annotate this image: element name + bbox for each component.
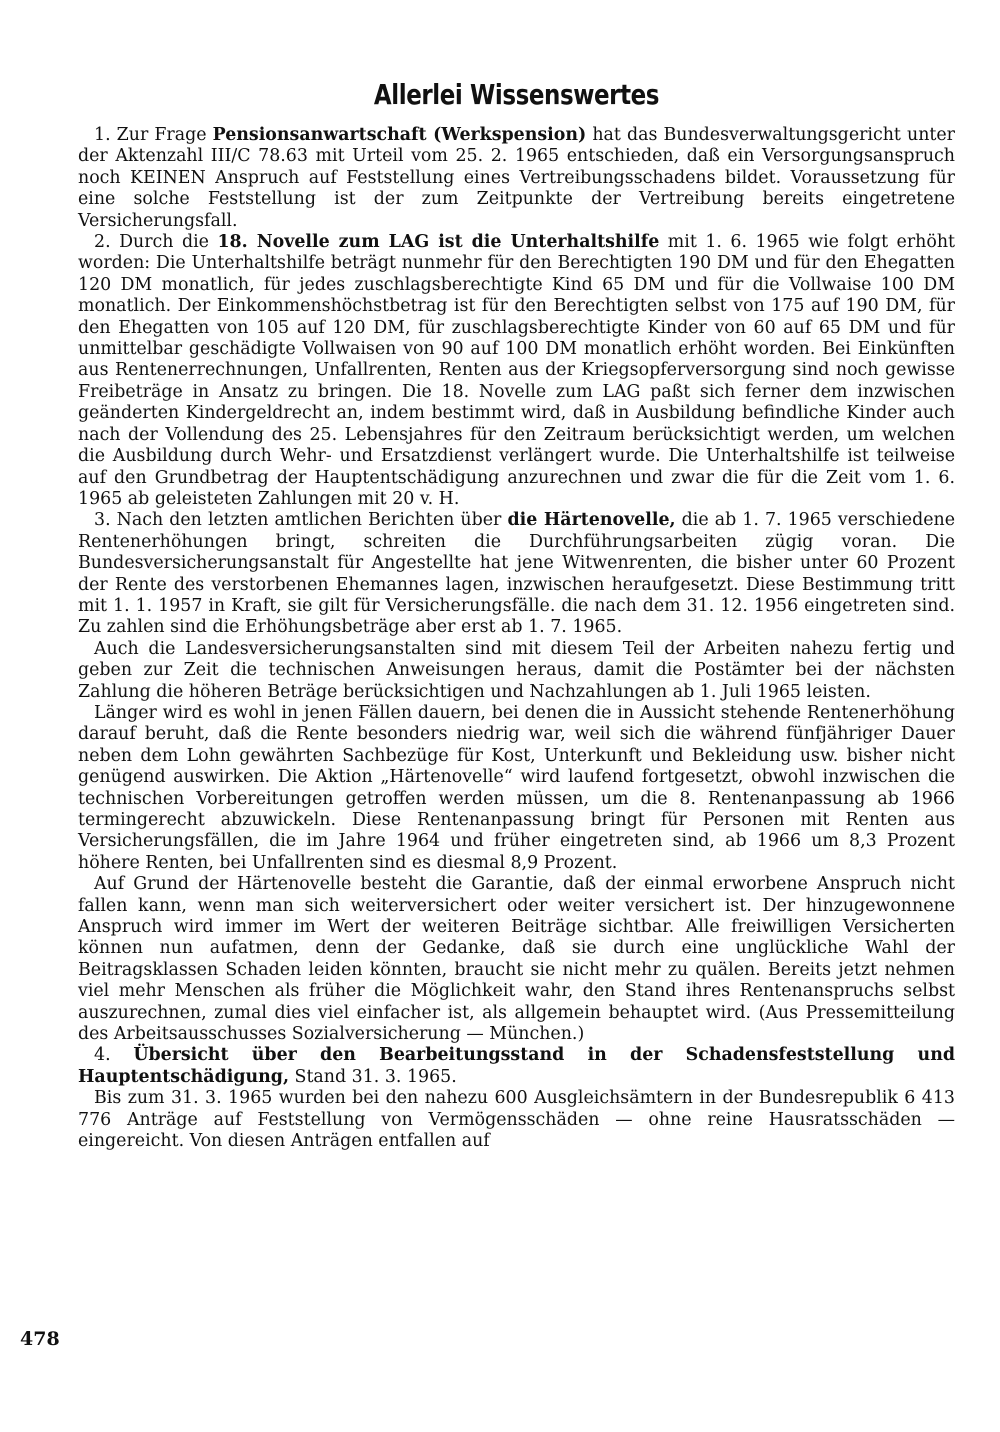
page-number: 478	[20, 1328, 60, 1350]
paragraph-6: Auf Grund der Härtenovelle besteht die Garantie, daß der einmal erworbene Anspruch nicht fallen kann, wenn man sich weiterversichert oder weiter versichert ist. Der hinzugewonnene Anspruch wird immer im Wert der weiteren Beiträge sichtbar. Alle freiwilligen Versicherten können nun aufatmen, denn der Gedanke, daß sie durch eine unglückliche Wahl der Beitragsklassen Schaden leiden könnten, braucht sie nicht mehr zu quälen. Bereits jetzt nehmen viel mehr Menschen als früher die Möglichkeit wahr, den Stand ihres Rentenanspruchs selbst auszurechnen, zumal dies viel einfacher ist, als allgemein behauptet wird. (Aus Pressemitteilung des Arbeitsausschusses Sozialversicherung — München.)	[78, 874, 955, 1045]
paragraph-7: 4. Übersicht über den Bearbeitungsstand in der Schadensfeststellung und Hauptentschädigung, Stand 31. 3. 1965.	[78, 1045, 955, 1087]
paragraph-3: 3. Nach den letzten amtlichen Berichten über die Härtenovelle, die ab 1. 7. 1965 verschiedene Rentenerhöhungen bringt, schreiten die Durchführungsarbeiten zügig voran. Die Bundesversicherungsanstalt für Angestellte hat jene Witwenrenten, die bisher unter 60 Prozent der Rente des verstorbenen Ehemannes lagen, inzwischen heraufgesetzt. Diese Bestimmung tritt mit 1. 1. 1957 in Kraft, sie gilt für Versicherungsfälle. die nach dem 31. 12. 1956 eingetreten sind. Zu zahlen sind die Erhöhungsbeträge aber erst ab 1. 7. 1965.	[78, 510, 955, 638]
paragraph-5: Länger wird es wohl in jenen Fällen dauern, bei denen die in Aussicht stehende Rentenerhöhung darauf beruht, daß die Rente besonders niedrig war, weil sich die während fünfjähriger Dauer neben dem Lohn gewährten Sachbezüge für Kost, Unterkunft und Bekleidung usw. bisher nicht genügend auswirken. Die Aktion „Härtenovelle“ wird laufend fortgesetzt, obwohl inzwischen die technischen Vorbereitungen getroffen werden müssen, um die 8. Rentenanpassung ab 1966 termingerecht abzuwickeln. Diese Rentenanpassung bringt für Personen mit Renten aus Versicherungsfällen, die im Jahre 1964 und früher eingetreten sind, ab 1966 um 8,3 Prozent höhere Renten, bei Unfallrenten sind es diesmal 8,9 Prozent.	[78, 702, 955, 873]
page	[78, 78, 955, 1153]
paragraph-4: Auch die Landesversicherungsanstalten sind mit diesem Teil der Arbeiten nahezu fertig und geben zur Zeit die technischen Anweisungen heraus, damit die Postämter bei der nächsten Zahlung die höheren Beträge berücksichtigen und Nachzahlungen ab 1. Juli 1965 leisten.	[78, 638, 955, 702]
page-title: Allerlei Wissenswertes	[373, 78, 660, 111]
paragraph-1: 1. Zur Frage Pensionsanwartschaft (Werkspension) hat das Bundesverwaltungsgericht unter der Aktenzahl III/C 78.63 mit Urteil vom 25. 2. 1965 entschieden, daß ein Versorgungsanspruch noch KEINEN Anspruch auf Feststellung eines Vertreibungsschadens bildet. Voraussetzung für eine solche Feststellung ist der zum Zeitpunkte der Vertreibung bereits eingetretene Versicherungsfall.	[78, 125, 955, 231]
paragraph-2: 2. Durch die 18. Novelle zum LAG ist die Unterhaltshilfe mit 1. 6. 1965 wie folgt erhöht worden: Die Unterhaltshilfe beträgt nunmehr für den Berechtigten 190 DM und für den Ehegatten 120 DM monatlich, für jedes zuschlagsberechtigte Kind 65 DM und für die Vollwaise 100 DM monatlich. Der Einkommenshöchstbetrag ist für den Berechtigten selbst von 175 auf 190 DM, für den Ehegatten von 105 auf 120 DM, für zuschlagsberechtigte Kinder von 60 auf 65 DM und für unmittelbar geschädigte Vollwaisen von 90 auf 100 DM monatlich erhöht worden. Bei Einkünften aus Rentenerrechnungen, Unfallrenten, Renten aus der Kriegsopferversorgung sind noch gewisse Freibeträge in Ansatz zu bringen. Die 18. Novelle zum LAG paßt sich ferner dem inzwischen geänderten Kindergeldrecht an, indem bestimmt wird, daß in Ausbildung befindliche Kinder auch nach der Vollendung des 25. Lebensjahres für den Zeitraum berücksichtigt werden, um welchen die Ausbildung durch Wehr- und Ersatzdienst verlängert wurde. Die Unterhaltshilfe ist teilweise auf den Grundbetrag der Hauptentschädigung anzurechnen und zwar die für die Zeit vom 1. 6. 1965 ab geleisteten Zahlungen mit 20 v. H.	[78, 232, 956, 509]
paragraph-8: Bis zum 31. 3. 1965 wurden bei den nahezu 600 Ausgleichsämtern in der Bundesrepublik 6 413 776 Anträge auf Feststellung von Vermögensschäden — ohne reine Hausratsschäden — eingereicht. Von diesen Anträgen entfallen auf	[78, 1088, 955, 1152]
